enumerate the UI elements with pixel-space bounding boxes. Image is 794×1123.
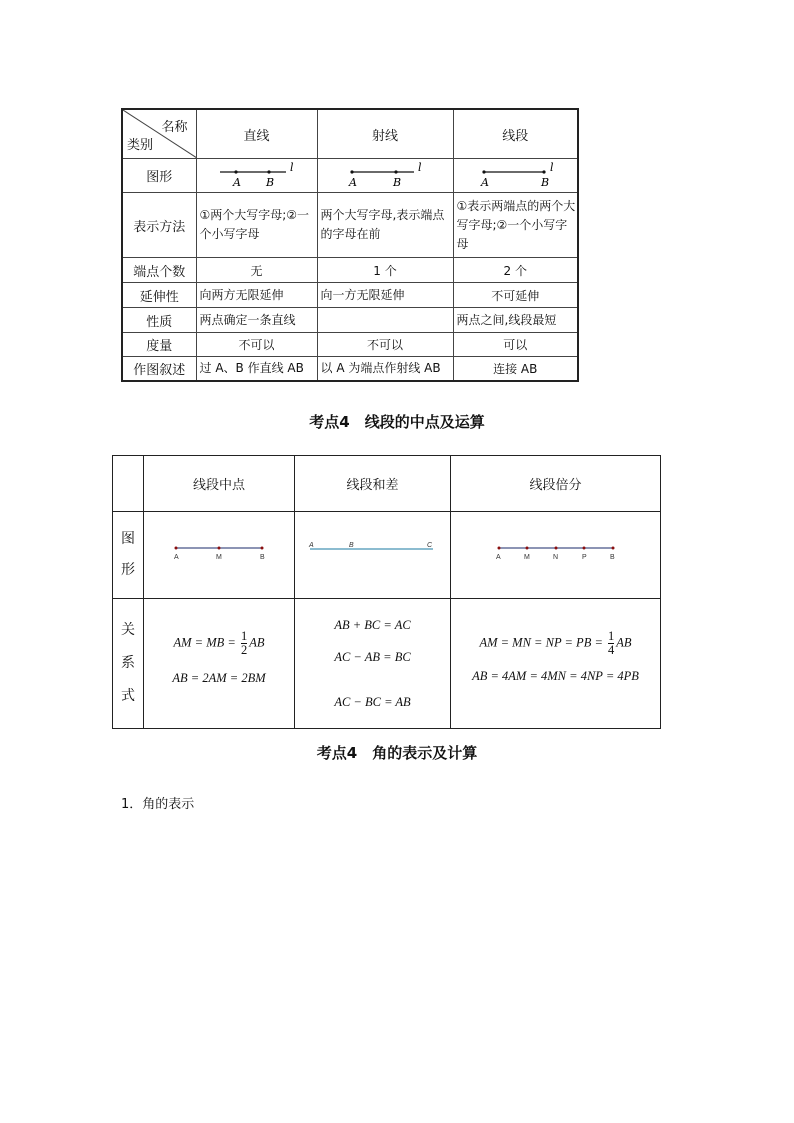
row-label: 延伸性: [122, 283, 196, 308]
difference-equation-2: AC − BC = AB: [334, 694, 411, 709]
line-figure: [198, 159, 316, 189]
segment-figure-cell: [453, 159, 578, 193]
row-label: 图形: [122, 159, 196, 193]
column-header: 直线: [196, 109, 317, 159]
fraction: $\frac{1}{2}$: [240, 628, 248, 657]
table-cell: 两点确定一条直线: [196, 308, 317, 333]
row-label-char: 系: [121, 655, 135, 671]
row-label-char: 式: [121, 688, 135, 704]
difference-equation-1: AC − AB = BC: [334, 649, 411, 664]
corner-top-label: 名称: [161, 120, 188, 135]
table-corner-cell: [122, 109, 196, 159]
empty-corner-cell: [113, 456, 144, 512]
table-cell: 不可以: [196, 333, 317, 357]
table-cell: 不可延伸: [453, 283, 578, 308]
point-label: P: [581, 554, 587, 561]
sum-diff-figure: [296, 538, 450, 568]
row-label: 端点个数: [122, 258, 196, 283]
table-cell: 以 A 为端点作射线 AB: [317, 357, 453, 381]
section-heading-angle: 考点4 角的表示及计算: [316, 744, 478, 762]
point-label: B: [609, 554, 615, 561]
point-label: B: [265, 176, 274, 189]
sum-diff-figure-cell: [295, 512, 451, 599]
midpoint-equation-1: AM = MB = $\frac{1}{2}$ AB: [173, 628, 265, 657]
point-label: A: [308, 542, 314, 549]
point-label: N: [552, 554, 558, 561]
segment-figure: [454, 159, 577, 189]
point-label: A: [495, 554, 501, 561]
row-label: 度量: [122, 333, 196, 357]
table-cell: 向两方无限延伸: [196, 283, 317, 308]
table-cell: 两个大写字母,表示端点的字母在前: [317, 193, 453, 258]
table-cell: [317, 308, 453, 333]
point-label: B: [348, 542, 354, 549]
table-cell: ①两个大写字母;②一个小写字母: [196, 193, 317, 258]
sum-equation: AB + BC = AC: [334, 617, 411, 632]
table-cell: 可以: [453, 333, 578, 357]
point-label: B: [260, 554, 265, 561]
multiple-relations-cell: [451, 599, 661, 729]
table-cell: 1 个: [317, 258, 453, 283]
fraction: $\frac{1}{4}$: [608, 628, 615, 657]
row-label-char: 形: [121, 562, 135, 578]
table-cell: 向一方无限延伸: [317, 283, 453, 308]
row-label-relations: [113, 599, 144, 729]
table-cell: 2 个: [453, 258, 578, 283]
point-label: C: [426, 542, 432, 549]
segment-name-label: l: [549, 161, 554, 174]
segment-midpoint-table: [112, 455, 661, 729]
table-cell: 无: [196, 258, 317, 283]
table-cell: 不可以: [317, 333, 453, 357]
column-header: 线段: [453, 109, 578, 159]
point-label: M: [216, 554, 222, 561]
section-heading-segment-midpoint: 考点4 线段的中点及运算: [309, 413, 485, 431]
point-label: A: [174, 554, 179, 561]
point-label: B: [540, 176, 549, 189]
column-header: 线段中点: [144, 456, 295, 512]
table-cell: 过 A、B 作直线 AB: [196, 357, 317, 381]
row-label: 性质: [122, 308, 196, 333]
column-header: 线段和差: [295, 456, 451, 512]
list-item-angle-notation: 1．角的表示: [121, 797, 195, 812]
row-label-char: 图: [121, 531, 135, 547]
table-cell: 两点之间,线段最短: [453, 308, 578, 333]
ray-figure-cell: [317, 159, 453, 193]
table-cell: ①表示两端点的两个大写字母;②一个小写字母: [453, 193, 578, 258]
row-label: 作图叙述: [122, 357, 196, 381]
ray-name-label: l: [418, 161, 422, 174]
sum-diff-relations-cell: [295, 599, 451, 729]
multiple-equation-2: AB = 4AM = 4MN = 4NP = 4PB: [472, 668, 639, 683]
ray-figure: [318, 159, 452, 189]
row-label-char: 关: [121, 622, 135, 638]
point-label: A: [480, 176, 489, 189]
midpoint-figure: [145, 538, 293, 568]
multiple-equation-1: AM = MN = NP = PB = $\frac{1}{4}$ AB: [479, 628, 632, 657]
line-figure-cell: [196, 159, 317, 193]
line-name-label: l: [289, 161, 294, 174]
row-label-figure: [113, 512, 144, 599]
row-label: 表示方法: [122, 193, 196, 258]
midpoint-equation-2: AB = 2AM = 2BM: [172, 670, 266, 685]
midpoint-relations-cell: [144, 599, 295, 729]
multiple-figure: [452, 538, 660, 568]
point-label: A: [232, 176, 241, 189]
corner-bottom-label: 类别: [127, 138, 154, 153]
multiple-figure-cell: [451, 512, 661, 599]
table-cell: 连接 AB: [453, 357, 578, 381]
midpoint-figure-cell: [144, 512, 295, 599]
column-header: 射线: [317, 109, 453, 159]
point-label: A: [349, 176, 357, 189]
point-label: M: [523, 554, 530, 561]
point-label: B: [393, 176, 402, 189]
column-header: 线段倍分: [451, 456, 661, 512]
line-ray-segment-table: [121, 108, 579, 382]
